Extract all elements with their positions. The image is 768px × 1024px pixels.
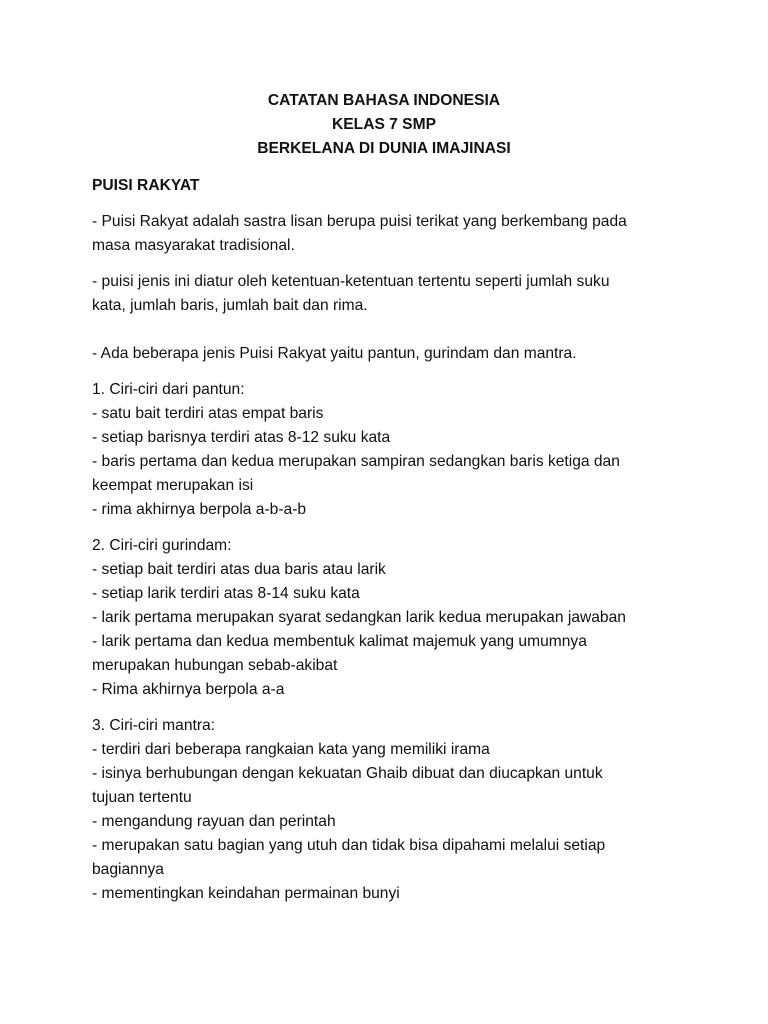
list-item: - mengandung rayuan dan perintah — [92, 813, 336, 830]
list-item: keempat merupakan isi — [92, 477, 254, 494]
list-item: merupakan hubungan sebab-akibat — [92, 657, 338, 674]
list-item: tujuan tertentu — [92, 789, 192, 806]
mantra-section — [92, 714, 692, 906]
list-item: - Rima akhirnya berpola a-a — [92, 681, 285, 698]
intro-paragraph-1 — [92, 210, 692, 258]
section-title: 3. Ciri-ciri mantra: — [92, 717, 216, 734]
list-item: - terdiri dari beberapa rangkaian kata yang memiliki irama — [92, 741, 490, 758]
list-item: - larik pertama dan kedua membentuk kalimat majemuk yang umumnya — [92, 633, 587, 650]
intro-paragraph-3 — [92, 342, 692, 366]
section-heading: PUISI RAKYAT — [92, 177, 200, 194]
list-item: - setiap bait terdiri atas dua baris atau larik — [92, 561, 386, 578]
paragraph-line: - Puisi Rakyat adalah sastra lisan berupa puisi terikat yang berkembang pada — [92, 213, 627, 230]
intro-paragraph-2 — [92, 270, 692, 318]
list-item: - rima akhirnya berpola a-b-a-b — [92, 501, 307, 518]
title-line-2: KELAS 7 SMP — [332, 116, 436, 133]
list-item: bagiannya — [92, 861, 164, 878]
list-item: - mementingkan keindahan permainan bunyi — [92, 885, 400, 902]
list-item: - larik pertama merupakan syarat sedangkan larik kedua merupakan jawaban — [92, 609, 626, 626]
list-item: - isinya berhubungan dengan kekuatan Ghaib dibuat dan diucapkan untuk — [92, 765, 603, 782]
list-item: - merupakan satu bagian yang utuh dan tidak bisa dipahami melalui setiap — [92, 837, 606, 854]
list-item: - setiap larik terdiri atas 8-14 suku kata — [92, 585, 360, 602]
list-item: - setiap barisnya terdiri atas 8-12 suku kata — [92, 429, 391, 446]
pantun-section — [92, 378, 692, 522]
list-item: - baris pertama dan kedua merupakan sampiran sedangkan baris ketiga dan — [92, 453, 620, 470]
section-title: 2. Ciri-ciri gurindam: — [92, 537, 232, 554]
section-title: 1. Ciri-ciri dari pantun: — [92, 381, 245, 398]
document-content — [92, 89, 692, 906]
document-title — [92, 89, 676, 161]
paragraph-line: - Ada beberapa jenis Puisi Rakyat yaitu pantun, gurindam dan mantra. — [92, 345, 577, 362]
paragraph-line: masa masyarakat tradisional. — [92, 237, 295, 254]
paragraph-line: kata, jumlah baris, jumlah bait dan rima. — [92, 297, 368, 314]
list-item: - satu bait terdiri atas empat baris — [92, 405, 324, 422]
title-line-1: CATATAN BAHASA INDONESIA — [267, 92, 501, 109]
paragraph-line: - puisi jenis ini diatur oleh ketentuan-ketentuan tertentu seperti jumlah suku — [92, 273, 610, 290]
title-line-3: BERKELANA DI DUNIA IMAJINASI — [257, 140, 511, 157]
gurindam-section — [92, 534, 692, 702]
